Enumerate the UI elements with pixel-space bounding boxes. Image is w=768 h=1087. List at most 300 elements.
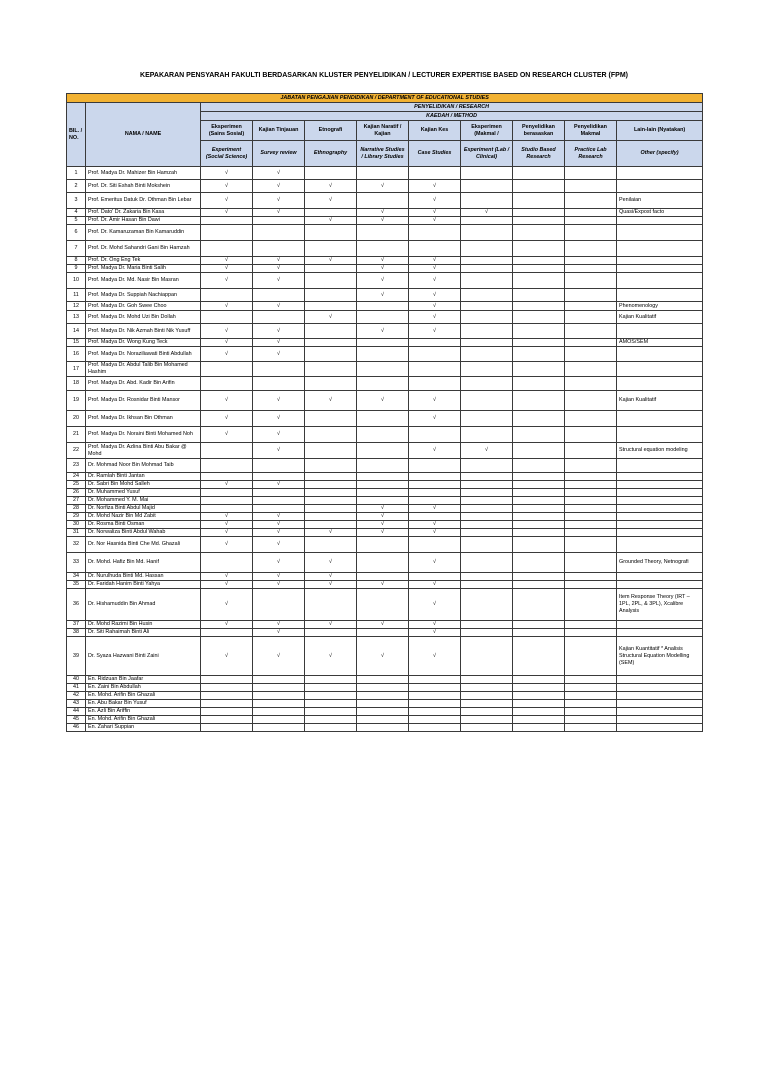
method-mark-8 [565,377,617,391]
row-number: 1 [67,167,86,180]
method-mark-1 [201,724,253,732]
lecturer-name: Prof. Dr. Siti Eshah Binti Mokshein [86,180,201,193]
method-mark-5: √ [409,324,461,339]
row-number: 17 [67,362,86,377]
table-row [67,339,703,347]
other-method [617,497,703,505]
method-mark-5 [409,708,461,716]
table-row [67,489,703,497]
method-mark-4 [357,553,409,573]
method-header-ms-3: Etnografi [305,121,357,141]
method-mark-2 [253,692,305,700]
method-mark-5: √ [409,443,461,459]
method-mark-1 [201,553,253,573]
row-number: 35 [67,581,86,589]
lecturer-name: Prof. Madya Dr. Mohd Uzi Bin Dollah [86,311,201,324]
method-mark-6 [461,289,513,302]
table-row [67,497,703,505]
method-mark-6 [461,573,513,581]
method-mark-7 [513,377,565,391]
lecturer-name: Prof. Dr. Amir Hasan Bin Dawi [86,217,201,225]
method-mark-2 [253,708,305,716]
method-mark-8 [565,459,617,473]
method-mark-8 [565,716,617,724]
method-header-en-8: Practice Lab Research [565,141,617,167]
method-mark-4 [357,443,409,459]
method-mark-4 [357,716,409,724]
method-mark-6: √ [461,443,513,459]
method-mark-3 [305,489,357,497]
method-mark-7 [513,513,565,521]
method-mark-3: √ [305,621,357,629]
method-mark-3: √ [305,180,357,193]
row-number: 29 [67,513,86,521]
lecturer-name: Prof. Madya Dr. Mahizer Bin Hamzah [86,167,201,180]
method-mark-3 [305,497,357,505]
row-number: 19 [67,391,86,411]
method-mark-6 [461,302,513,311]
method-mark-2: √ [253,347,305,362]
table-row [67,481,703,489]
lecturer-name: Dr. Mohd. Hafiz Bin Md. Hanif [86,553,201,573]
method-mark-7 [513,700,565,708]
method-mark-8 [565,505,617,513]
method-mark-2 [253,217,305,225]
lecturer-name: Prof. Emeritus Datuk Dr. Othman Bin Lebar [86,193,201,209]
other-method [617,529,703,537]
method-mark-7 [513,311,565,324]
method-mark-6 [461,473,513,481]
method-mark-6 [461,716,513,724]
method-mark-5: √ [409,521,461,529]
other-method: Item Response Theory (IRT – 1PL, 2PL, & 3PL), Xcalibre Analysis [617,589,703,621]
method-mark-8 [565,489,617,497]
method-mark-3 [305,537,357,553]
method-mark-4 [357,629,409,637]
method-mark-6 [461,193,513,209]
method-mark-6 [461,513,513,521]
method-mark-2 [253,377,305,391]
method-mark-8 [565,497,617,505]
other-method [617,573,703,581]
lecturer-name: Dr. Norfiza Binti Abdul Majid [86,505,201,513]
method-mark-7 [513,443,565,459]
method-mark-3 [305,481,357,489]
lecturer-name: Prof. Dr. Ong Eng Tek [86,257,201,265]
lecturer-name: Prof. Madya Dr. Noraini Binti Mohamed Noh [86,427,201,443]
method-mark-6 [461,225,513,241]
method-mark-2: √ [253,302,305,311]
method-mark-1: √ [201,302,253,311]
row-number: 15 [67,339,86,347]
method-mark-6 [461,241,513,257]
method-mark-4: √ [357,273,409,289]
method-mark-6 [461,324,513,339]
method-mark-5: √ [409,311,461,324]
table-row [67,411,703,427]
row-number: 4 [67,209,86,217]
department-band: JABATAN PENGAJIAN PENDIDIKAN / DEPARTMENT OF EDUCATIONAL STUDIES [67,94,703,103]
method-mark-5: √ [409,302,461,311]
method-mark-1: √ [201,391,253,411]
method-mark-7 [513,676,565,684]
method-mark-8 [565,362,617,377]
method-mark-7 [513,324,565,339]
method-mark-6 [461,724,513,732]
table-row [67,180,703,193]
row-number: 33 [67,553,86,573]
other-method [617,257,703,265]
method-mark-5 [409,676,461,684]
method-mark-2: √ [253,180,305,193]
method-mark-7 [513,581,565,589]
lecturer-name: Prof. Madya Dr. Wong Kung Teck [86,339,201,347]
method-mark-4 [357,692,409,700]
table-row [67,716,703,724]
method-mark-8 [565,391,617,411]
method-mark-6 [461,529,513,537]
method-mark-3: √ [305,391,357,411]
method-mark-1: √ [201,339,253,347]
method-mark-6 [461,180,513,193]
row-number: 45 [67,716,86,724]
table-row [67,362,703,377]
method-mark-1: √ [201,167,253,180]
lecturer-name: Dr. Ramlah Binti Jantan [86,473,201,481]
method-mark-8 [565,265,617,273]
method-mark-5: √ [409,505,461,513]
method-mark-7 [513,505,565,513]
bil-header: BIL. / NO. [67,103,86,167]
method-mark-7 [513,427,565,443]
method-mark-1: √ [201,589,253,621]
method-mark-2: √ [253,427,305,443]
method-mark-6 [461,167,513,180]
method-mark-5 [409,700,461,708]
lecturer-name: Dr. Nurulhuda Binti Md. Hassan [86,573,201,581]
method-mark-8 [565,684,617,692]
table-row [67,377,703,391]
other-method [617,241,703,257]
table-row [67,391,703,411]
method-header-ms-7: Penyelidikan berasaskan [513,121,565,141]
method-mark-5: √ [409,193,461,209]
method-mark-3 [305,241,357,257]
lecturer-name: Dr. Faridah Hanim Binti Yahya [86,581,201,589]
method-mark-4: √ [357,513,409,521]
other-method [617,581,703,589]
method-mark-2 [253,473,305,481]
method-mark-4 [357,377,409,391]
table-row [67,621,703,629]
method-mark-7 [513,217,565,225]
method-mark-3: √ [305,193,357,209]
method-mark-4: √ [357,529,409,537]
method-mark-1 [201,473,253,481]
method-mark-2 [253,362,305,377]
table-row [67,513,703,521]
method-header-en-6: Experiment (Lab / Clinical) [461,141,513,167]
lecturer-name: Prof. Madya Dr. Goh Swee Choo [86,302,201,311]
method-mark-3 [305,505,357,513]
lecturer-name: Dr. Nor Hasnida Binti Che Md. Ghazali [86,537,201,553]
other-method: Quasi/Expost facto [617,209,703,217]
method-mark-7 [513,637,565,676]
table-row [67,708,703,716]
method-mark-8 [565,708,617,716]
row-number: 11 [67,289,86,302]
method-mark-3 [305,347,357,362]
method-mark-7 [513,521,565,529]
lecturer-name: En. Azli Bin Ariffin [86,708,201,716]
method-mark-3: √ [305,311,357,324]
lecturer-name: En. Abu Bakar Bin Yusuf [86,700,201,708]
method-mark-3 [305,209,357,217]
method-mark-3 [305,265,357,273]
method-mark-4: √ [357,391,409,411]
table-row [67,443,703,459]
method-mark-1: √ [201,265,253,273]
method-mark-1: √ [201,621,253,629]
method-header-en-4: Narrative Studies / Library Studies [357,141,409,167]
method-mark-4: √ [357,257,409,265]
method-mark-4 [357,362,409,377]
other-method [617,621,703,629]
method-mark-8 [565,302,617,311]
method-mark-5 [409,167,461,180]
method-mark-6 [461,411,513,427]
method-mark-4 [357,167,409,180]
method-mark-6 [461,377,513,391]
other-method [617,289,703,302]
method-mark-8 [565,241,617,257]
method-mark-2: √ [253,391,305,411]
method-mark-5 [409,684,461,692]
table-row [67,553,703,573]
row-number: 32 [67,537,86,553]
method-mark-4 [357,537,409,553]
method-mark-8 [565,193,617,209]
method-mark-1: √ [201,573,253,581]
method-mark-4 [357,684,409,692]
method-mark-5 [409,497,461,505]
method-mark-8 [565,529,617,537]
method-mark-4: √ [357,217,409,225]
method-mark-1: √ [201,537,253,553]
table-row [67,217,703,225]
method-mark-5: √ [409,391,461,411]
method-mark-1: √ [201,529,253,537]
method-mark-2: √ [253,273,305,289]
method-mark-7 [513,167,565,180]
method-mark-8 [565,339,617,347]
lecturer-name: Dr. Rosma Binti Osman [86,521,201,529]
method-mark-5: √ [409,629,461,637]
lecturer-name: Dr. Syaza Hazwani Binti Zaini [86,637,201,676]
method-mark-5: √ [409,273,461,289]
method-mark-1 [201,700,253,708]
method-header-en-7: Studio Based Research [513,141,565,167]
method-mark-5 [409,537,461,553]
method-mark-5: √ [409,637,461,676]
row-number: 16 [67,347,86,362]
table-row [67,529,703,537]
method-mark-2: √ [253,529,305,537]
method-mark-8 [565,481,617,489]
lecturer-name: Prof. Madya Dr. Suppiah Nachiappan [86,289,201,302]
other-method: Kajian Kualitatif [617,391,703,411]
method-mark-7 [513,362,565,377]
lecturer-name: Prof. Madya Dr. Noraziliawati Binti Abdullah [86,347,201,362]
method-mark-7 [513,209,565,217]
method-mark-3 [305,724,357,732]
method-mark-4 [357,708,409,716]
method-mark-1 [201,241,253,257]
method-mark-5 [409,724,461,732]
row-number: 24 [67,473,86,481]
method-mark-8 [565,311,617,324]
method-mark-8 [565,347,617,362]
method-mark-8 [565,427,617,443]
method-mark-6 [461,497,513,505]
method-mark-5 [409,716,461,724]
method-mark-7 [513,289,565,302]
other-method: Penilaian [617,193,703,209]
method-mark-5 [409,473,461,481]
method-mark-3 [305,289,357,302]
method-mark-5 [409,481,461,489]
method-mark-5: √ [409,581,461,589]
method-mark-3 [305,684,357,692]
table-row [67,537,703,553]
method-mark-4 [357,311,409,324]
method-mark-4 [357,589,409,621]
method-mark-3 [305,411,357,427]
method-mark-1 [201,225,253,241]
table-row [67,521,703,529]
method-mark-8 [565,724,617,732]
method-mark-2: √ [253,167,305,180]
row-number: 20 [67,411,86,427]
method-mark-2: √ [253,553,305,573]
method-mark-4 [357,347,409,362]
method-mark-2 [253,716,305,724]
method-mark-1: √ [201,481,253,489]
method-mark-2: √ [253,629,305,637]
row-number: 42 [67,692,86,700]
lecturer-name: Prof. Dr. Mohd Sahandri Gani Bin Hamzah [86,241,201,257]
table-row [67,724,703,732]
method-mark-7 [513,273,565,289]
row-number: 27 [67,497,86,505]
method-mark-4: √ [357,581,409,589]
method-mark-5 [409,692,461,700]
row-number: 38 [67,629,86,637]
row-number: 30 [67,521,86,529]
method-mark-7 [513,302,565,311]
other-method [617,273,703,289]
other-method [617,521,703,529]
method-mark-5: √ [409,589,461,621]
table-row [67,302,703,311]
method-mark-3: √ [305,257,357,265]
method-mark-6 [461,692,513,700]
method-mark-4: √ [357,324,409,339]
method-header-ms-5: Kajian Kes [409,121,461,141]
method-mark-3 [305,273,357,289]
method-header-en-9: Other (specify) [617,141,703,167]
method-mark-1: √ [201,180,253,193]
other-method [617,537,703,553]
other-method [617,629,703,637]
other-method: Structural equation modeling [617,443,703,459]
method-mark-8 [565,225,617,241]
method-mark-3 [305,676,357,684]
method-mark-1 [201,708,253,716]
method-mark-5 [409,489,461,497]
other-method [617,513,703,521]
row-number: 36 [67,589,86,621]
method-mark-5: √ [409,257,461,265]
lecturer-name: Dr. Mohammed Y. M. Mai [86,497,201,505]
other-method [617,217,703,225]
table-row [67,257,703,265]
method-mark-8 [565,473,617,481]
method-mark-2 [253,684,305,692]
method-mark-8 [565,589,617,621]
table-row [67,684,703,692]
method-mark-6 [461,708,513,716]
lecturer-name: Prof. Madya Dr. Abd. Kadir Bin Arifin [86,377,201,391]
method-mark-3 [305,443,357,459]
method-mark-2 [253,589,305,621]
other-method [617,724,703,732]
method-mark-8 [565,553,617,573]
method-mark-7 [513,629,565,637]
method-mark-5: √ [409,265,461,273]
method-mark-8 [565,621,617,629]
method-mark-3 [305,324,357,339]
method-mark-4 [357,339,409,347]
lecturer-name: Dr. Muhammed Yusuf [86,489,201,497]
method-header-ms-6: Eksperimen (Makmal / [461,121,513,141]
method-mark-2: √ [253,411,305,427]
method-mark-3 [305,167,357,180]
lecturer-name: En. Mohd. Arifin Bin Ghazali [86,692,201,700]
table-row [67,193,703,209]
method-mark-7 [513,481,565,489]
table-row [67,265,703,273]
method-mark-8 [565,443,617,459]
method-mark-1: √ [201,411,253,427]
method-mark-2 [253,459,305,473]
other-method [617,324,703,339]
method-mark-3: √ [305,637,357,676]
method-mark-1 [201,362,253,377]
row-number: 39 [67,637,86,676]
method-header-ms-9: Lain-lain (Nyatakan) [617,121,703,141]
method-mark-5 [409,573,461,581]
method-header-en-2: Survey review [253,141,305,167]
method-mark-3: √ [305,553,357,573]
method-mark-3: √ [305,573,357,581]
method-mark-5: √ [409,621,461,629]
method-mark-7 [513,347,565,362]
row-number: 2 [67,180,86,193]
method-mark-8 [565,209,617,217]
other-method [617,167,703,180]
method-mark-4: √ [357,637,409,676]
